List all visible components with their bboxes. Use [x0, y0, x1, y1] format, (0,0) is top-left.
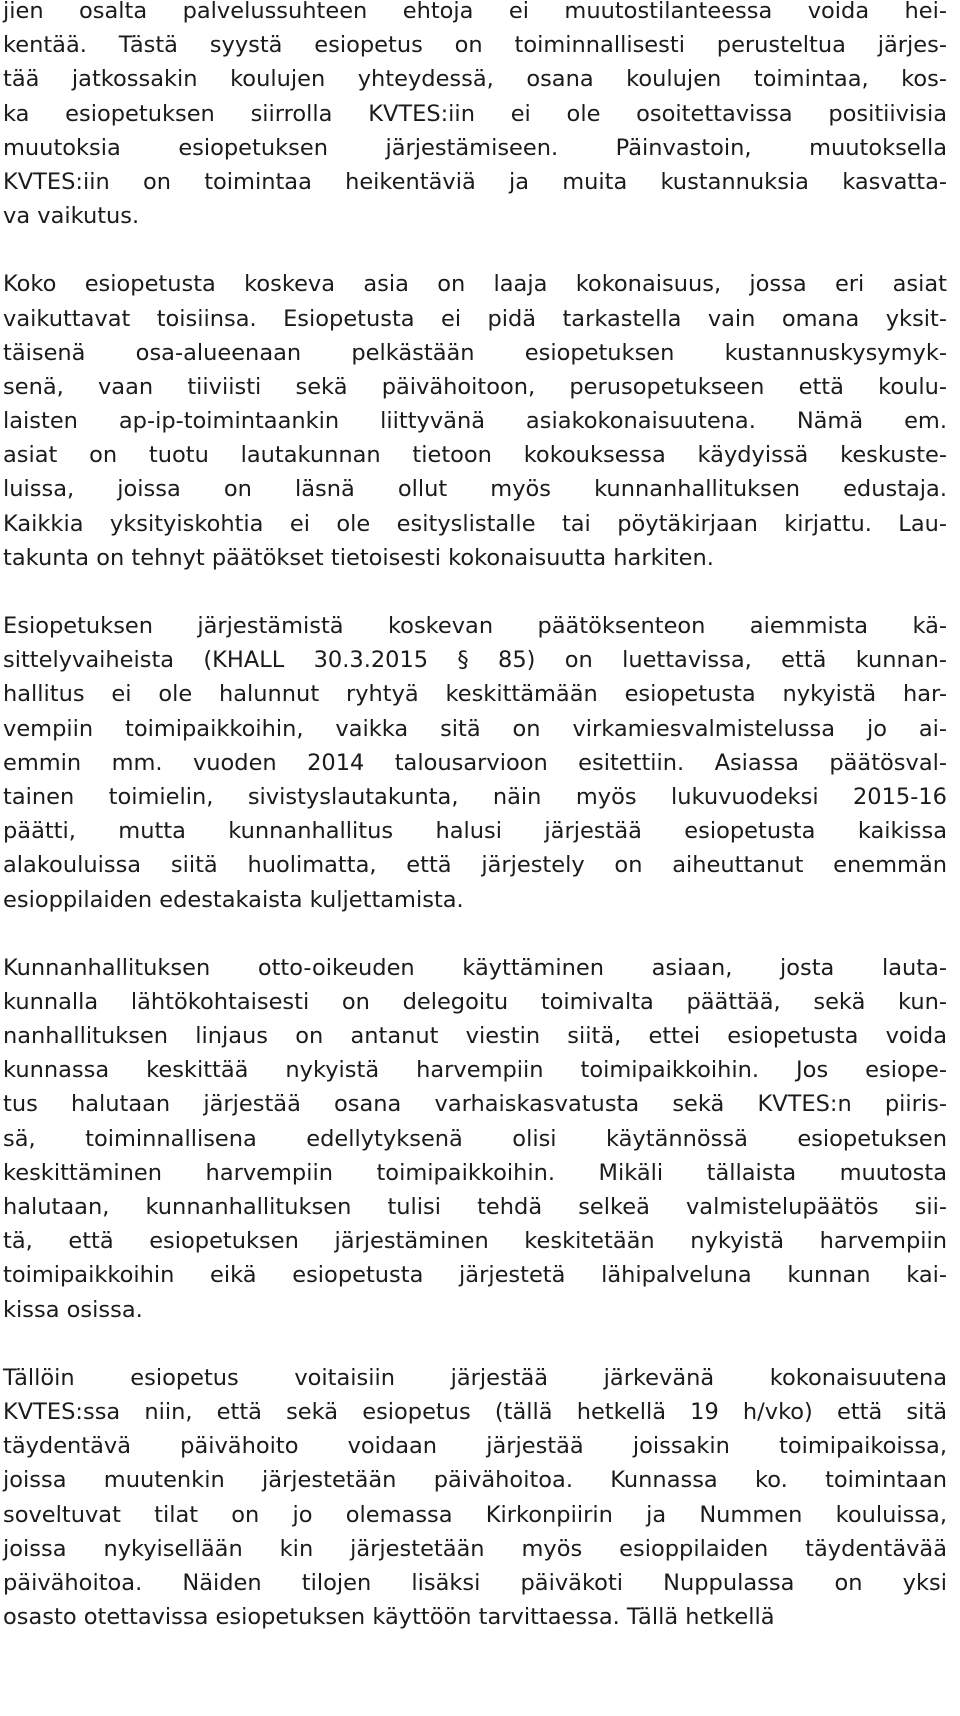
text-line: Tällöin esiopetus voitaisiin järjestää järkevänä kokonaisuutena	[3, 1364, 947, 1391]
text-line: nanhallituksen linjaus on antanut viestin siitä, ettei esiopetusta voida	[3, 1023, 947, 1050]
text-line: sittelyvaiheista (KHALL 30.3.2015 § 85) on luettavissa, että kunnan-	[3, 647, 947, 674]
paragraph-gap	[3, 233, 947, 267]
text-line: jien osalta palvelussuhteen ehtoja ei muutostilanteessa voida hei-	[3, 0, 947, 24]
text-line: täisenä osa-alueenaan pelkästään esiopetuksen kustannuskysymyk-	[3, 339, 947, 366]
text-line: Koko esiopetusta koskeva asia on laaja kokonaisuus, jossa eri asiat	[3, 271, 947, 298]
document-body	[3, 0, 947, 1634]
text-line: päätti, mutta kunnanhallitus halusi järjestää esiopetusta kaikissa	[3, 818, 947, 845]
text-line: halutaan, kunnanhallituksen tulisi tehdä selkeä valmistelupäätös sii-	[3, 1194, 947, 1220]
text-line: kunnalla lähtökohtaisesti on delegoitu toimivalta päättää, sekä kun-	[3, 988, 947, 1015]
text-line: laisten ap-ip-toimintaankin liittyvänä asiakokonaisuutena. Nämä em.	[3, 408, 947, 435]
text-line: senä, vaan tiiviisti sekä päivähoitoon, perusopetukseen että koulu-	[3, 373, 947, 400]
text-line: hallitus ei ole halunnut ryhtyä keskittämään esiopetusta nykyistä har-	[3, 681, 947, 708]
text-line: osasto otettavissa esiopetuksen käyttöön tarvittaessa. Tällä hetkellä	[3, 1604, 775, 1631]
text-line: kissa osissa.	[3, 1296, 143, 1323]
paragraph	[3, 951, 947, 1327]
text-line: päivähoitoa. Näiden tilojen lisäksi päiväkoti Nuppulassa on yksi	[3, 1569, 947, 1596]
paragraph-gap	[3, 917, 947, 951]
text-line: kunnassa keskittää nykyistä harvempiin toimipaikkoihin. Jos esiope-	[3, 1057, 947, 1084]
text-line: vaikuttavat toisiinsa. Esiopetusta ei pidä tarkastella vain omana yksit-	[3, 305, 947, 332]
text-line: toimipaikkoihin eikä esiopetusta järjestetä lähipalveluna kunnan kai-	[3, 1262, 947, 1289]
paragraph-gap	[3, 575, 947, 609]
text-line: alakouluissa siitä huolimatta, että järjestely on aiheuttanut enemmän	[3, 852, 947, 879]
text-line: ka esiopetuksen siirrolla KVTES:iin ei ole osoitettavissa positiivisia	[3, 100, 947, 127]
text-line: tää jatkossakin koulujen yhteydessä, osana koulujen toimintaa, kos-	[3, 66, 947, 93]
text-line: Kunnanhallituksen otto-oikeuden käyttäminen asiaan, josta lauta-	[3, 954, 947, 981]
text-line: asiat on tuotu lautakunnan tietoon kokouksessa käydyissä keskuste-	[3, 442, 947, 469]
paragraph-gap	[3, 1327, 947, 1361]
paragraph	[3, 267, 947, 575]
paragraph	[3, 609, 947, 917]
text-line: joissa nykyisellään kin järjestetään myös esioppilaiden täydentävää	[3, 1535, 947, 1562]
text-line: tainen toimielin, sivistyslautakunta, näin myös lukuvuodeksi 2015-16	[3, 783, 947, 810]
text-line: sä, toiminnallisena edellytyksenä olisi käytännössä esiopetuksen	[3, 1125, 947, 1152]
text-line: joissa muutenkin järjestetään päivähoitoa. Kunnassa ko. toimintaan	[3, 1467, 947, 1494]
text-line: kentää. Tästä syystä esiopetus on toiminnallisesti perusteltua järjes-	[3, 32, 947, 59]
text-line: luissa, joissa on läsnä ollut myös kunnanhallituksen edustaja.	[3, 476, 947, 503]
text-line: Esiopetuksen järjestämistä koskevan päätöksenteon aiemmista kä-	[3, 613, 947, 639]
text-line: KVTES:iin on toimintaa heikentäviä ja muita kustannuksia kasvatta-	[3, 168, 947, 195]
text-line: täydentävä päivähoito voidaan järjestää joissakin toimipaikoissa,	[3, 1433, 947, 1460]
text-line: muutoksia esiopetuksen järjestämiseen. Päinvastoin, muutoksella	[3, 134, 947, 161]
text-line: Kaikkia yksityiskohtia ei ole esityslistalle tai pöytäkirjaan kirjattu. Lau-	[3, 510, 947, 537]
text-line: va vaikutus.	[3, 203, 140, 230]
text-line: emmin mm. vuoden 2014 talousarvioon esitettiin. Asiassa päätösval-	[3, 749, 947, 776]
document-page	[3, 0, 947, 1634]
text-line: esioppilaiden edestakaista kuljettamista.	[3, 886, 464, 913]
paragraph	[3, 1361, 947, 1635]
text-line: takunta on tehnyt päätökset tietoisesti kokonaisuutta harkiten.	[3, 544, 714, 571]
text-line: tä, että esiopetuksen järjestäminen keskitetään nykyistä harvempiin	[3, 1228, 947, 1255]
text-line: soveltuvat tilat on jo olemassa Kirkonpiirin ja Nummen kouluissa,	[3, 1501, 947, 1528]
text-line: KVTES:ssa niin, että sekä esiopetus (tällä hetkellä 19 h/vko) että sitä	[3, 1398, 947, 1425]
text-line: vempiin toimipaikkoihin, vaikka sitä on virkamiesvalmistelussa jo ai-	[3, 715, 947, 742]
paragraph	[3, 0, 947, 233]
text-line: tus halutaan järjestää osana varhaiskasvatusta sekä KVTES:n piiris-	[3, 1091, 947, 1118]
text-line: keskittäminen harvempiin toimipaikkoihin. Mikäli tällaista muutosta	[3, 1159, 947, 1186]
